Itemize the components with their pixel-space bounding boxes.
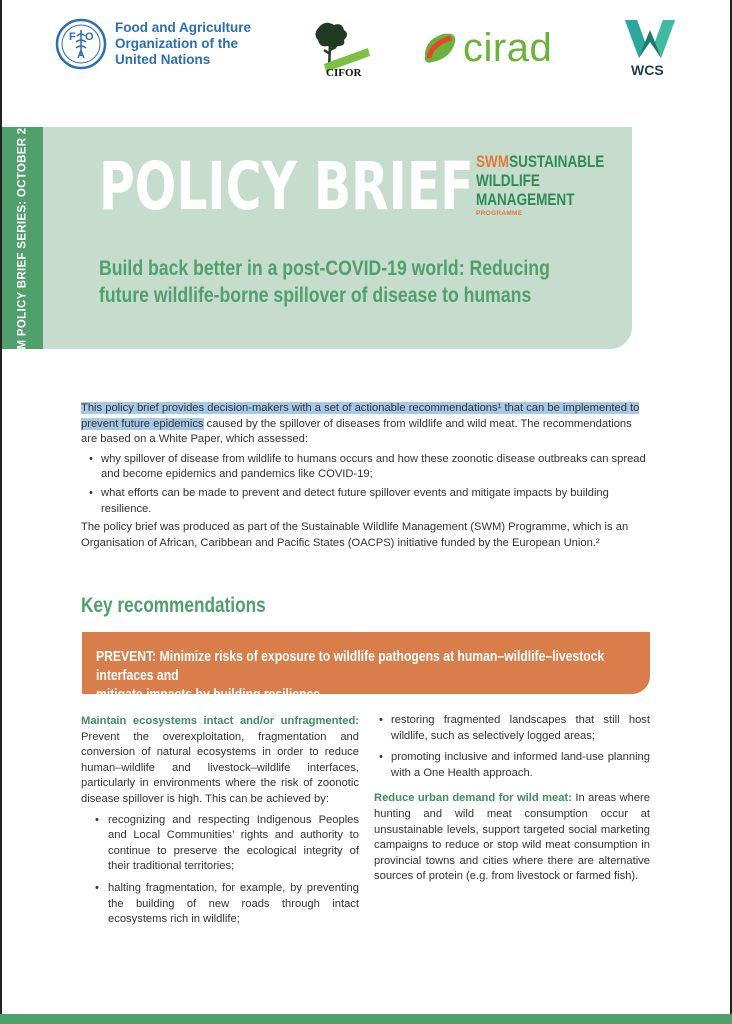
cirad-logo bbox=[421, 28, 552, 68]
swm-logo bbox=[476, 153, 616, 217]
cifor-text: CIFOR bbox=[326, 67, 362, 78]
cirad-leaf-icon bbox=[421, 30, 459, 66]
swm-programme: PROGRAMME bbox=[476, 210, 523, 217]
list-item: • restoring fragmented landscapes that still host wildlife, such as selectively logged areas; bbox=[374, 713, 650, 744]
fao-line-3: United Nations bbox=[115, 52, 211, 67]
fao-logo bbox=[55, 18, 251, 70]
prevent-line-1: PREVENT: Minimize risks of exposure to wildlife pathogens at human–wildlife–livestock interfaces and bbox=[96, 649, 605, 684]
intro-paragraph-1 bbox=[81, 401, 651, 448]
swm-line-2: WILDLIFE bbox=[476, 172, 540, 190]
header-panel bbox=[43, 127, 632, 349]
urban-demand-lead: Reduce urban demand for wild meat: bbox=[374, 792, 572, 805]
prevent-banner-text bbox=[96, 648, 650, 705]
intro-section bbox=[81, 401, 651, 551]
key-recommendations-heading: Key recommendations bbox=[81, 594, 266, 617]
left-column bbox=[81, 714, 359, 934]
fao-line-2: Organization of the bbox=[115, 36, 238, 51]
fao-name bbox=[115, 20, 251, 68]
fao-emblem-icon bbox=[55, 18, 107, 70]
list-item: • promoting inclusive and informed land-use planning with a One Health approach. bbox=[374, 750, 650, 781]
intro-bullet-list bbox=[81, 452, 651, 517]
intro-paragraph-1-rest: caused by the spillover of diseases from wildlife and wild meat. The recommendations are based on a White Paper, which assessed: bbox=[81, 417, 632, 446]
ecosystems-lead: Maintain ecosystems intact and/or unfragmented: bbox=[81, 715, 359, 727]
urban-demand-body: In areas where hunting and wild meat consumption occur at unsustainable levels, support targeted social marketing campaigns to reduce or stop wild meat consumption in provincial towns and cities where there are alternative sources of protein (e.g. from livestock or farmed fish). bbox=[374, 792, 650, 883]
ecosystems-body: Prevent the overexploitation, fragmentation and conversion of natural ecosystems in order to reduce human–wildlife and livestock–wildlife interfaces, particularly in environments where the risk of zoonotic disease spillover is high. This can be achieved by: bbox=[81, 730, 359, 805]
left-bullet-list bbox=[81, 813, 359, 928]
ecosystems-paragraph bbox=[81, 714, 359, 808]
cifor-logo bbox=[300, 20, 372, 78]
list-item: • why spillover of disease from wildlife to humans occurs and how these zoonotic disease outbreaks can spread and become epidemics and pandemics like COVID-19; bbox=[81, 452, 651, 483]
series-label-text: SWM POLICY BRIEF SERIES: OCTOBER 2020 bbox=[16, 107, 29, 369]
cirad-text: cirad bbox=[463, 26, 553, 70]
brief-subtitle: Build back better in a post-COVID-19 world: Reducing future wildlife-borne spillover of disease to humans bbox=[99, 257, 550, 307]
series-label bbox=[2, 107, 43, 369]
bottom-bar bbox=[0, 1014, 732, 1024]
list-item: • halting fragmentation, for example, by preventing the building of new roads through intact ecosystems rich in wildlife; bbox=[81, 881, 359, 928]
svg-text:A: A bbox=[77, 49, 85, 61]
logo-bar bbox=[55, 18, 705, 80]
highlighted-text: This policy brief provides decision-makers with a set of actionable recommendations¹ that can be implemented to prevent future epidemics bbox=[81, 402, 640, 430]
wcs-logo bbox=[623, 18, 677, 78]
svg-text:F: F bbox=[69, 31, 76, 43]
wcs-text: WCS bbox=[631, 62, 664, 78]
swm-line-1 bbox=[476, 153, 605, 172]
fao-line-1: Food and Agriculture bbox=[115, 20, 251, 35]
list-item: • what efforts can be made to prevent and detect future spillover events and mitigate impacts by building resilience. bbox=[81, 486, 651, 517]
policy-brief-title: POLICY BRIEF bbox=[99, 148, 474, 225]
right-column bbox=[374, 713, 650, 885]
swm-abbr: SWM bbox=[476, 153, 510, 171]
intro-paragraph-2: The policy brief was produced as part of the Sustainable Wildlife Management (SWM) Programme, which is an Organisation of African, Caribbean and Pacific States (OACPS) initiative funded by the European Union.² bbox=[81, 521, 629, 549]
list-item: • recognizing and respecting Indigenous Peoples and Local Communities’ rights and authority to continue to preserve the ecological integrity of their traditional territories; bbox=[81, 813, 359, 875]
right-bullet-list bbox=[374, 713, 650, 781]
swm-word-1: SUSTAINABLE bbox=[509, 153, 605, 171]
prevent-banner bbox=[82, 632, 650, 703]
prevent-line-2: mitigate impacts by building resilience bbox=[96, 687, 321, 703]
svg-text:O: O bbox=[85, 31, 94, 43]
swm-line-3: MANAGEMENT bbox=[476, 191, 575, 209]
urban-demand-paragraph bbox=[374, 791, 650, 885]
